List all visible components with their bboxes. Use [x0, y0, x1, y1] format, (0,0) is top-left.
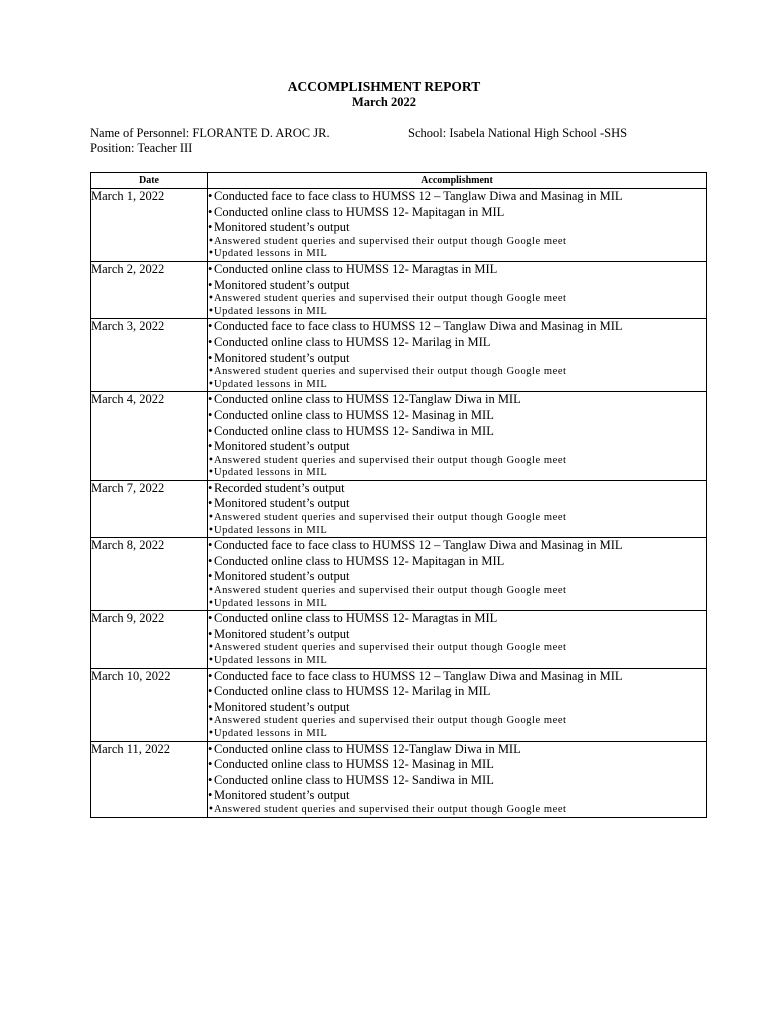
table-row — [91, 261, 707, 318]
row-date: March 9, 2022 — [91, 611, 208, 668]
bullet-icon: • — [208, 699, 213, 714]
row-accomplishments — [208, 538, 707, 611]
table-header-row — [91, 173, 707, 189]
list-item — [208, 728, 706, 741]
list-item — [208, 205, 706, 221]
accomplishment-text: Monitored student’s output — [214, 699, 350, 714]
bullet-icon: • — [208, 496, 213, 511]
bullet-icon: • — [208, 727, 215, 739]
list-item — [208, 598, 706, 611]
accomplishment-text: Conducted online class to HUMSS 12-Tanglaw Diwa in MIL — [214, 392, 521, 407]
list-item — [208, 351, 706, 367]
bullet-icon: • — [208, 480, 213, 495]
list-item — [208, 496, 706, 512]
accomplishment-text: Updated lessons in MIL — [214, 727, 328, 739]
list-item — [208, 715, 706, 728]
row-date: March 3, 2022 — [91, 319, 208, 392]
bullet-icon: • — [208, 407, 213, 422]
accomplishment-text: Answered student queries and supervised their output though Google meet — [214, 803, 567, 815]
accomplishment-text: Updated lessons in MIL — [214, 655, 328, 666]
table-row — [91, 611, 707, 668]
date-column-header: Date — [91, 173, 208, 189]
table-row — [91, 480, 707, 537]
list-item — [208, 700, 706, 716]
list-item — [208, 306, 706, 319]
list-item — [208, 220, 706, 236]
list-item — [208, 455, 706, 468]
list-item — [208, 585, 706, 598]
bullet-icon: • — [208, 454, 215, 466]
table-row — [91, 668, 707, 741]
bullet-icon: • — [208, 378, 215, 390]
list-item — [208, 392, 706, 408]
accomplishment-text: Monitored student’s output — [214, 220, 350, 235]
bullet-icon: • — [208, 715, 215, 727]
accomplishment-text: Conducted online class to HUMSS 12- Mapitagan in MIL — [214, 204, 505, 219]
list-item — [208, 554, 706, 570]
bullet-icon: • — [208, 741, 213, 756]
list-item — [208, 366, 706, 379]
row-date: March 11, 2022 — [91, 741, 208, 817]
accomplishment-text: Conducted online class to HUMSS 12- Mapitagan in MIL — [214, 553, 505, 568]
list-item — [208, 669, 706, 685]
accomplishment-text: Answered student queries and supervised their output though Google meet — [214, 715, 567, 727]
bullet-icon: • — [208, 439, 213, 454]
accomplishment-text: Conducted online class to HUMSS 12- Maragtas in MIL — [214, 611, 498, 626]
accomplishment-text: Updated lessons in MIL — [214, 378, 328, 390]
list-item — [208, 236, 706, 249]
list-item — [208, 467, 706, 480]
list-item — [208, 278, 706, 294]
bullet-icon: • — [208, 204, 213, 219]
row-date: March 10, 2022 — [91, 668, 208, 741]
accomplishment-text: Updated lessons in MIL — [214, 597, 328, 609]
bullet-icon: • — [208, 467, 215, 479]
accomplishment-text: Conducted online class to HUMSS 12- Sandiwa in MIL — [214, 423, 494, 438]
accomplishment-text: Conducted face to face class to HUMSS 12 – Tanglaw Diwa and Masinag in MIL — [214, 319, 623, 334]
bullet-icon: • — [208, 305, 215, 317]
list-item — [208, 408, 706, 424]
row-accomplishments — [208, 319, 707, 392]
bullet-icon: • — [208, 757, 213, 772]
bullet-icon: • — [208, 611, 213, 626]
list-item — [208, 379, 706, 392]
row-accomplishments — [208, 611, 707, 668]
accomplishment-column-header: Accomplishment — [208, 173, 707, 189]
accomplishment-text: Answered student queries and supervised their output though Google meet — [214, 512, 567, 524]
accomplishment-text: Conducted face to face class to HUMSS 12 – Tanglaw Diwa and Masinag in MIL — [214, 668, 623, 683]
bullet-icon: • — [208, 248, 215, 260]
bullet-icon: • — [208, 655, 215, 666]
accomplishment-text: Conducted online class to HUMSS 12- Masinag in MIL — [214, 407, 494, 422]
list-item — [208, 481, 706, 497]
list-item — [208, 293, 706, 306]
accomplishment-text: Monitored student’s output — [214, 626, 350, 641]
list-item — [208, 655, 706, 668]
list-item — [208, 757, 706, 773]
bullet-icon: • — [208, 277, 213, 292]
row-accomplishments — [208, 392, 707, 481]
accomplishment-text: Conducted online class to HUMSS 12- Marilag in MIL — [214, 684, 491, 699]
bullet-icon: • — [208, 772, 213, 787]
accomplishment-text: Conducted face to face class to HUMSS 12 – Tanglaw Diwa and Masinag in MIL — [214, 189, 623, 203]
table-row — [91, 189, 707, 262]
list-item — [208, 773, 706, 789]
list-item — [208, 611, 706, 627]
accomplishment-text: Answered student queries and supervised their output though Google meet — [214, 293, 567, 305]
list-item — [208, 424, 706, 440]
bullet-icon: • — [208, 392, 213, 407]
accomplishment-text: Recorded student’s output — [214, 480, 345, 495]
report-title: ACCOMPLISHMENT REPORT — [287, 79, 481, 94]
list-item — [208, 642, 706, 655]
bullet-icon: • — [208, 423, 213, 438]
bullet-icon: • — [208, 334, 213, 349]
accomplishment-text: Answered student queries and supervised their output though Google meet — [214, 585, 567, 597]
bullet-icon: • — [208, 524, 215, 536]
bullet-icon: • — [208, 585, 215, 597]
accomplishment-text: Monitored student’s output — [214, 350, 350, 365]
bullet-icon: • — [208, 319, 213, 334]
bullet-icon: • — [208, 803, 215, 815]
table-row — [91, 538, 707, 611]
bullet-icon: • — [208, 261, 213, 276]
bullet-icon: • — [208, 350, 213, 365]
table-body — [91, 189, 707, 818]
accomplishment-text: Updated lessons in MIL — [214, 524, 328, 536]
personnel-name: Name of Personnel: FLORANTE D. AROC JR. — [90, 126, 330, 140]
list-item — [208, 742, 706, 758]
accomplishment-text: Updated lessons in MIL — [214, 467, 328, 479]
list-item — [208, 788, 706, 804]
row-accomplishments — [208, 741, 707, 817]
bullet-icon: • — [208, 553, 213, 568]
list-item — [208, 512, 706, 525]
bullet-icon: • — [208, 512, 215, 524]
accomplishment-text: Monitored student’s output — [214, 439, 350, 454]
bullet-icon: • — [208, 293, 215, 305]
row-accomplishments — [208, 189, 707, 262]
bullet-icon: • — [208, 569, 213, 584]
row-date: March 1, 2022 — [91, 189, 208, 262]
accomplishment-text: Monitored student’s output — [214, 788, 350, 803]
accomplishment-text: Conducted online class to HUMSS 12- Masinag in MIL — [214, 757, 494, 772]
list-item — [208, 319, 706, 335]
bullet-icon: • — [208, 220, 213, 235]
list-item — [208, 804, 706, 817]
row-date: March 8, 2022 — [91, 538, 208, 611]
list-item — [208, 248, 706, 261]
list-item — [208, 525, 706, 538]
accomplishment-text: Monitored student’s output — [214, 496, 350, 511]
list-item — [208, 684, 706, 700]
bullet-icon: • — [208, 189, 213, 203]
accomplishment-text: Updated lessons in MIL — [214, 248, 328, 260]
list-item — [208, 439, 706, 455]
accomplishment-text: Answered student queries and supervised their output though Google meet — [214, 235, 567, 247]
table-row — [91, 319, 707, 392]
accomplishment-text: Conducted online class to HUMSS 12- Sandiwa in MIL — [214, 772, 494, 787]
list-item — [208, 189, 706, 205]
bullet-icon: • — [208, 668, 213, 683]
bullet-icon: • — [208, 538, 213, 553]
position-title: Position: Teacher III — [90, 141, 193, 155]
school-name: School: Isabela National High School -SHS — [408, 126, 628, 140]
bullet-icon: • — [208, 788, 213, 803]
bullet-icon: • — [208, 684, 213, 699]
accomplishment-text: Conducted face to face class to HUMSS 12 – Tanglaw Diwa and Masinag in MIL — [214, 538, 623, 553]
report-month: March 2022 — [352, 95, 416, 109]
accomplishment-text: Conducted online class to HUMSS 12- Marilag in MIL — [214, 334, 491, 349]
bullet-icon: • — [208, 597, 215, 609]
list-item — [208, 262, 706, 278]
table-row — [91, 741, 707, 817]
row-accomplishments — [208, 668, 707, 741]
accomplishment-text: Updated lessons in MIL — [214, 305, 328, 317]
accomplishment-text: Monitored student’s output — [214, 277, 350, 292]
row-accomplishments — [208, 480, 707, 537]
accomplishment-text: Conducted online class to HUMSS 12-Tanglaw Diwa in MIL — [214, 741, 521, 756]
bullet-icon: • — [208, 235, 215, 247]
list-item — [208, 335, 706, 351]
accomplishment-text: Answered student queries and supervised their output though Google meet — [214, 642, 567, 654]
bullet-icon: • — [208, 642, 215, 654]
row-date: March 2, 2022 — [91, 261, 208, 318]
accomplishment-text: Answered student queries and supervised their output though Google meet — [214, 454, 567, 466]
table-row — [91, 392, 707, 481]
accomplishment-text: Conducted online class to HUMSS 12- Maragtas in MIL — [214, 261, 498, 276]
list-item — [208, 538, 706, 554]
accomplishment-table — [90, 172, 707, 818]
list-item — [208, 569, 706, 585]
accomplishment-text: Monitored student’s output — [214, 569, 350, 584]
row-accomplishments — [208, 261, 707, 318]
bullet-icon: • — [208, 366, 215, 378]
row-date: March 4, 2022 — [91, 392, 208, 481]
accomplishment-text: Answered student queries and supervised their output though Google meet — [214, 366, 567, 378]
bullet-icon: • — [208, 626, 213, 641]
list-item — [208, 627, 706, 643]
row-date: March 7, 2022 — [91, 480, 208, 537]
